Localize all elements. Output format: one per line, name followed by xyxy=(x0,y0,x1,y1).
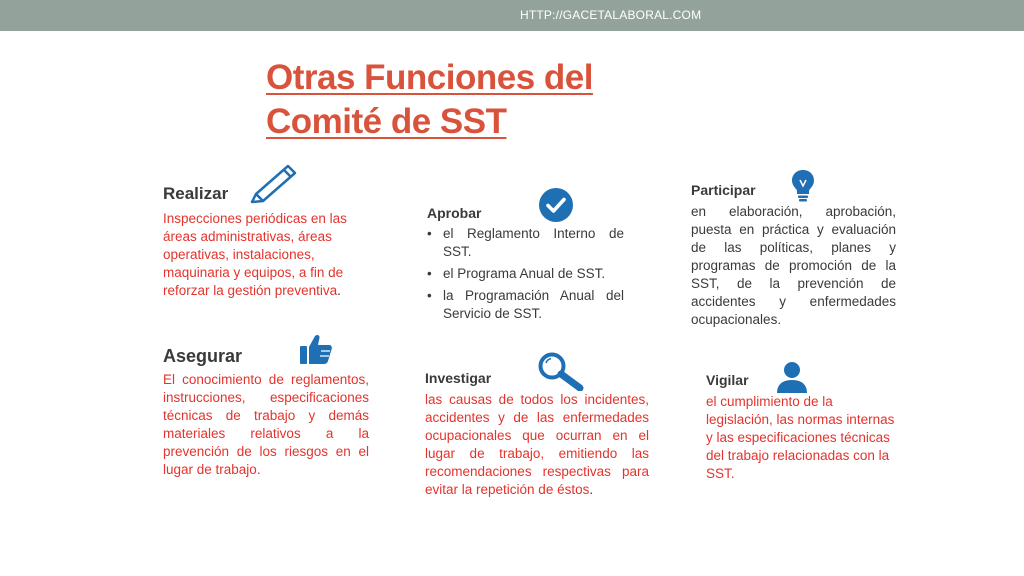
aprobar-heading: Aprobar xyxy=(427,205,482,221)
title-line-1: Otras Funciones del xyxy=(266,58,593,97)
source-url[interactable]: HTTP://GACETALABORAL.COM xyxy=(520,8,702,22)
investigar-heading: Investigar xyxy=(425,370,492,386)
participar-heading: Participar xyxy=(691,182,756,198)
list-item: • el Reglamento Interno de SST. xyxy=(427,225,624,261)
investigar-end: . xyxy=(589,482,594,497)
section-aprobar xyxy=(427,205,624,323)
realizar-text: Inspecciones periódicas en las áreas administrativas, áreas operativas, instalaciones, maquinaria y equipos, a fin de reforzar la gestión preventiva xyxy=(163,211,347,298)
top-bar xyxy=(0,0,1024,31)
check-circle-icon xyxy=(537,186,575,224)
realizar-heading: Realizar xyxy=(163,184,229,203)
list-item: • la Programación Anual del Servicio de SST. xyxy=(427,287,624,323)
section-asegurar xyxy=(163,346,369,479)
title-line-2: Comité de SST xyxy=(266,102,507,141)
realizar-body xyxy=(163,210,369,300)
pencil-icon xyxy=(248,160,300,204)
thumbs-up-icon xyxy=(299,333,333,365)
section-participar xyxy=(691,182,896,329)
vigilar-body: el cumplimiento de la legislación, las normas internas y las especificaciones técnicas del trabajo relacionadas con la SST. xyxy=(706,394,895,481)
realizar-end: . xyxy=(337,283,341,298)
asegurar-heading: Asegurar xyxy=(163,346,243,366)
list-item: • el Programa Anual de SST. xyxy=(427,265,624,283)
user-icon xyxy=(775,360,809,394)
participar-body: en elaboración, aprobación, puesta en práctica y evaluación de las políticas, planes y programas de promoción de la SST, de la prevención de accidentes y enfermedades ocupacionales. xyxy=(691,204,896,327)
page-title xyxy=(266,56,686,144)
lightbulb-icon xyxy=(790,168,816,204)
vigilar-heading: Vigilar xyxy=(706,372,749,388)
investigar-body xyxy=(425,391,649,499)
aprobar-list xyxy=(427,225,624,323)
investigar-text: las causas de todos los incidentes, accidentes y de las enfermedades ocupacionales que ocurran en el lugar de trabajo, emitiendo las recomendaciones respectivas para evitar la repetición de éstos xyxy=(425,392,649,497)
asegurar-body: El conocimiento de reglamentos, instrucciones, especificaciones técnicas de trabajo y demás materiales relativos a la prevención de los riesgos en el lugar de trabajo. xyxy=(163,372,369,477)
magnifier-icon xyxy=(536,351,586,391)
